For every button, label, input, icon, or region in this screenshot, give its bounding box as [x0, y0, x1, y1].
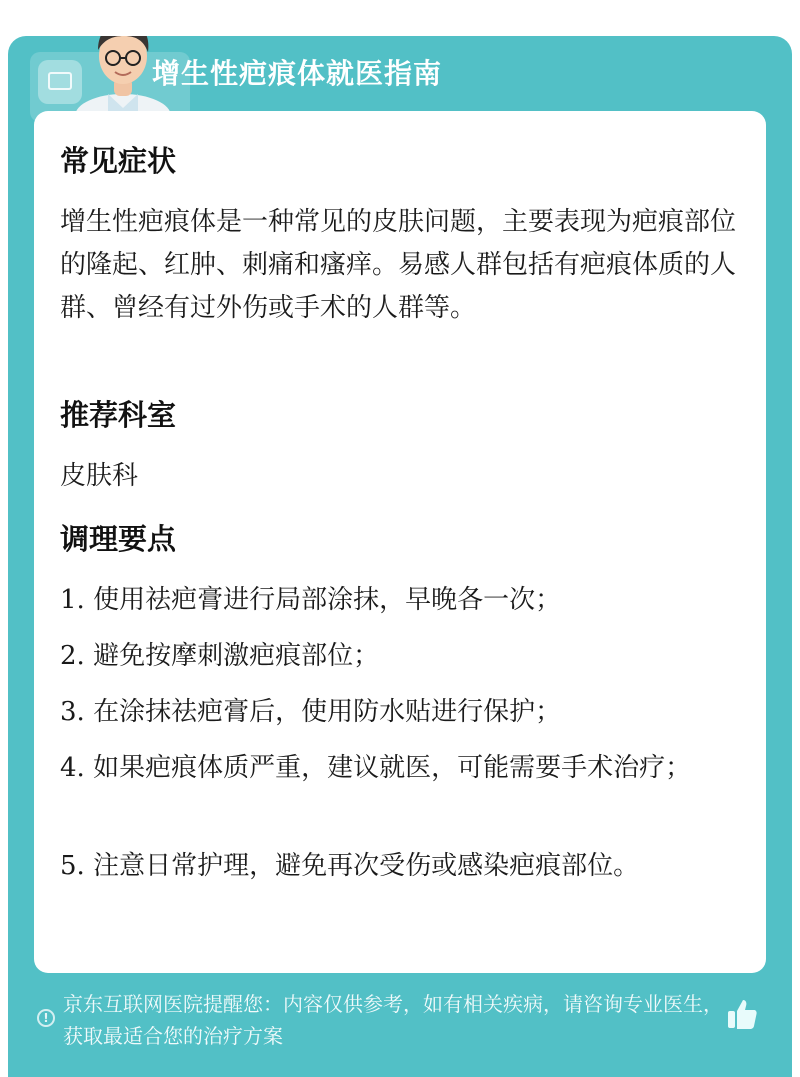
- disclaimer-text: 京东互联网医院提醒您：内容仅供参考，如有相关疾病，请咨询专业医生，获取最适合您的治疗方案: [63, 992, 723, 1048]
- care-item-text: 使用祛疤膏进行局部涂抹，早晚各一次；: [93, 585, 562, 615]
- care-item-text: 注意日常护理，避免再次受伤或感染疤痕部位。: [93, 851, 640, 881]
- department-text: 皮肤科: [60, 461, 139, 491]
- care-item-text: 如果疤痕体质严重，建议就医，可能需要手术治疗；: [93, 753, 692, 783]
- care-item-text: 在涂抹祛疤膏后，使用防水贴进行保护；: [93, 697, 562, 727]
- department-heading: 推荐科室: [60, 398, 177, 432]
- care-item-number: 5.: [60, 851, 85, 881]
- care-heading: 调理要点: [60, 522, 177, 556]
- care-item-number: 3.: [60, 697, 85, 727]
- symptoms-heading: 常见症状: [60, 144, 177, 178]
- content-panel: [34, 111, 766, 973]
- care-item-text: 避免按摩刺激疤痕部位；: [93, 641, 380, 671]
- care-item: [60, 579, 740, 622]
- care-item: [60, 845, 740, 888]
- symptoms-text: 增生性疤痕体是一种常见的皮肤问题，主要表现为疤痕部位的隆起、红肿、刺痛和瘙痒。易感人群包括有疤痕体质的人群、曾经有过外伤或手术的人群等。: [60, 207, 737, 323]
- care-item-number: 2.: [60, 641, 85, 671]
- care-item: [60, 691, 740, 734]
- care-item-number: 4.: [60, 753, 85, 783]
- care-item-number: 1.: [60, 585, 85, 615]
- care-item: [60, 635, 740, 678]
- thumbs-up-icon[interactable]: [724, 996, 760, 1032]
- care-item: [60, 747, 740, 790]
- info-icon: !: [37, 1009, 55, 1027]
- page-title: 增生性疤痕体就医指南: [152, 57, 443, 90]
- guide-card: [8, 36, 792, 1077]
